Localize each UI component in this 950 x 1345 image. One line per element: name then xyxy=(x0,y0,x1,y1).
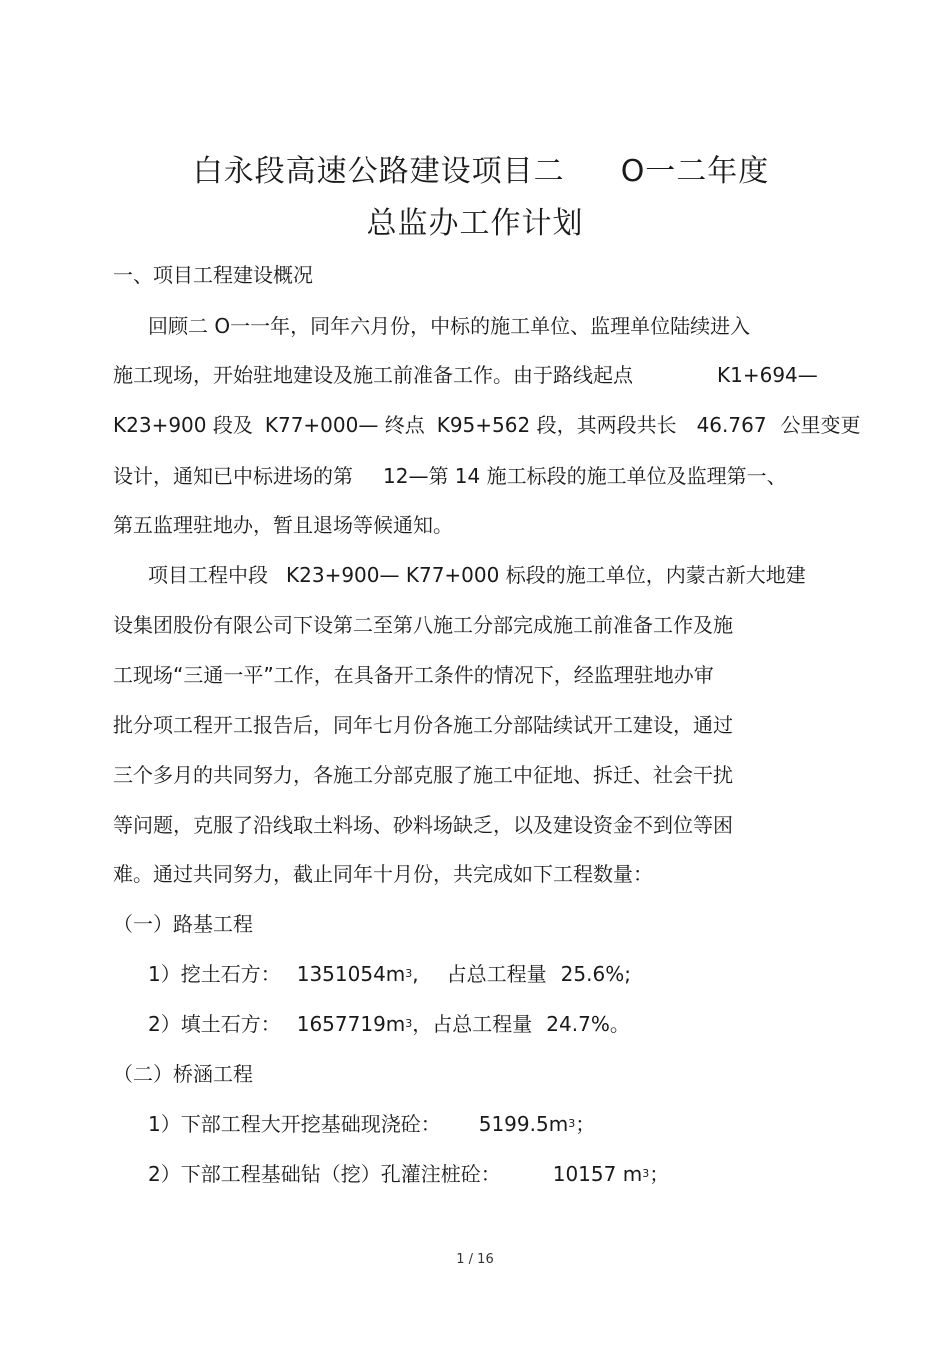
paragraph-line xyxy=(113,412,861,438)
item-percent: 24.7%。 xyxy=(546,1012,630,1036)
paragraph-line xyxy=(113,463,787,489)
section-heading: 一、项目工程建设概况 xyxy=(113,263,313,287)
superscript: 3 xyxy=(642,1167,650,1180)
paragraph-line: 三个多月的共同努力，各施工分部克服了施工中征地、拆迁、社会干扰 xyxy=(113,763,733,787)
text-span: ； xyxy=(649,1162,670,1186)
text-span: K23+900 段及 xyxy=(113,413,253,437)
subsection-heading: （一）路基工程 xyxy=(113,912,253,936)
text-span: , xyxy=(412,962,419,986)
superscript: 3 xyxy=(405,967,413,980)
text-span: 46.767 xyxy=(696,413,767,437)
item-label: 1）下部工程大开挖基础现浇砼： xyxy=(148,1112,441,1136)
document-title-line1 xyxy=(6,146,950,190)
item-percent: 25.6%; xyxy=(560,962,631,986)
list-item xyxy=(148,1161,669,1191)
text-span: K95+562 段，其两段共长 xyxy=(436,413,677,437)
text-span: 施工现场，开始驻地建设及施工前准备工作。由于路线起点 xyxy=(113,363,633,387)
text-span: 项目工程中段 xyxy=(148,563,268,587)
paragraph-line: 第五监理驻地办，暂且退场等候通知。 xyxy=(113,513,453,537)
item-label: 2）填土石方： xyxy=(148,1012,281,1036)
item-value: 1657719m xyxy=(296,1012,406,1036)
document-title-line2: 总监办工作计划 xyxy=(366,206,584,241)
item-label: 2）下部工程基础钻（挖）孔灌注桩砼： xyxy=(148,1162,501,1186)
item-value: 1351054m xyxy=(296,962,406,986)
list-item xyxy=(148,1011,630,1041)
text-span: K77+000— 终点 xyxy=(264,413,425,437)
list-item xyxy=(148,1111,595,1141)
subsection-heading: （二）桥涵工程 xyxy=(113,1062,253,1086)
paragraph-line: 难。通过共同努力，截止同年十月份，共完成如下工程数量： xyxy=(113,862,653,886)
paragraph-line xyxy=(113,362,818,388)
text-span: ； xyxy=(575,1112,596,1136)
item-label: 1）挖土石方： xyxy=(148,962,281,986)
paragraph-line: 等问题，克服了沿线取土料场、砂料场缺乏，以及建设资金不到位等困 xyxy=(113,813,733,837)
text-span: 设计，通知已中标进场的第 xyxy=(113,464,353,488)
list-item xyxy=(148,961,631,991)
text-span: ，占总工程量 xyxy=(412,1012,533,1036)
text-span: 12—第 14 施工标段的施工单位及监理第一、 xyxy=(383,464,787,488)
paragraph-line: 批分项工程开工报告后，同年七月份各施工分部陆续试开工建设，通过 xyxy=(113,713,733,737)
item-value: 10157 m xyxy=(552,1162,643,1186)
text-span: K23+900— K77+000 标段的施工单位，内蒙古新大地建 xyxy=(286,563,806,587)
paragraph-line: 回顾二 O一一年，同年六月份，中标的施工单位、监理单位陆续进入 xyxy=(148,314,751,338)
page-number: 1 / 16 xyxy=(456,1252,494,1267)
title-part-a: 白永段高速公路建设项目二 xyxy=(192,154,565,189)
item-value: 5199.5m xyxy=(478,1112,569,1136)
text-span: 占总工程量 xyxy=(446,962,547,986)
paragraph-line: 工现场“三通一平”工作，在具备开工条件的情况下，经监理驻地办审 xyxy=(113,663,714,687)
superscript: 3 xyxy=(568,1117,576,1130)
paragraph-line: 设集团股份有限公司下设第二至第八施工分部完成施工前准备工作及施 xyxy=(113,613,733,637)
superscript: 3 xyxy=(405,1017,413,1030)
title-part-b: O一二年度 xyxy=(620,154,770,189)
text-span: K1+694— xyxy=(717,363,818,387)
text-span: 公里变更 xyxy=(780,413,861,437)
paragraph-line xyxy=(148,562,806,588)
